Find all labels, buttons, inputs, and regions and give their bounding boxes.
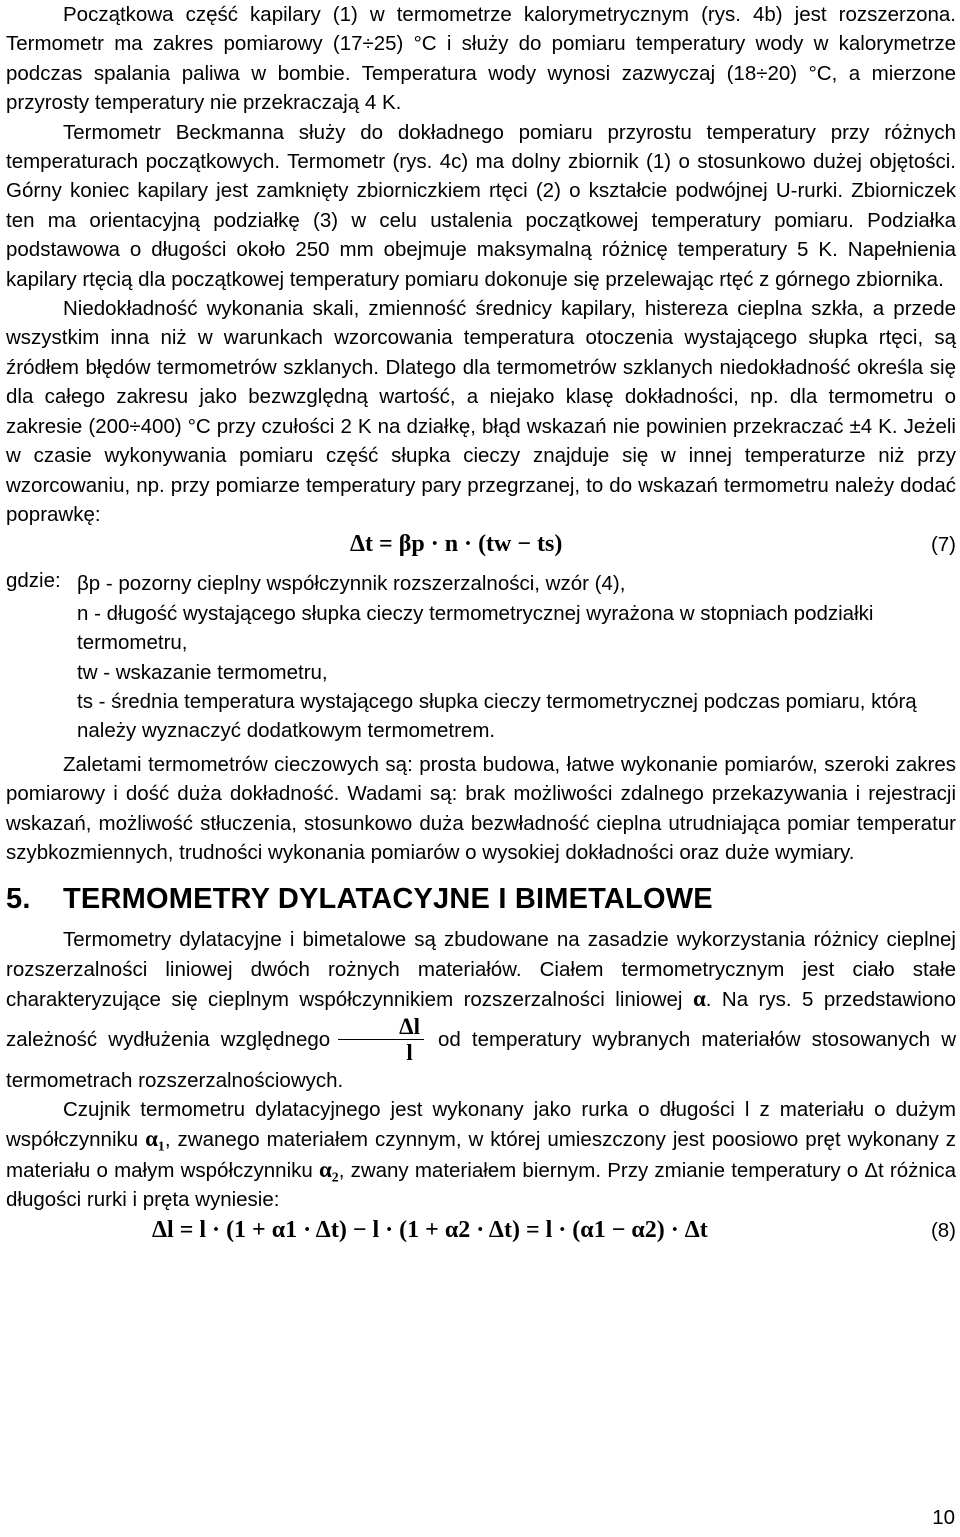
fraction-denominator: l bbox=[406, 1039, 413, 1065]
paragraph-glass-thermometer-errors: Niedokładność wykonania skali, zmienność średnicy kapilary, histereza cieplna szkła, a przede wszystkim inna niż w warunkach wzorcowania temperatura otoczenia wystającego słupka rtęci, są źródłem błędów termometrów szklanych. Dlatego dla termometrów szklanych niedokładność określa się dla całego zakresu jako bezwzględną wartość, a niejako klasę dokładności, np. dla termometru o zakresie (200÷400) °C przy czułości 2 K na działkę, błąd wskazań nie powinien przekraczać ±4 K. Jeżeli w czasie wykonywania pomiaru część słupka cieczy znajduje się w innej temperaturze niż przy wzorcowaniu, np. przy pomiarze temperatury pary przegrzanej, to do wskazań termometru należy dodać poprawkę: bbox=[6, 297, 956, 526]
text-span: , zwany materiałem biernym. Przy zmianie temperatury o bbox=[338, 1158, 859, 1182]
alpha2-symbol: α₂ bbox=[318, 1156, 339, 1182]
text-span: Czujnik termometru dylatacyjnego jest wykonany jako rurka o długości l z materiału o dużym współczynniku bbox=[6, 1098, 956, 1152]
definitions-lead: gdzie: bbox=[6, 569, 61, 593]
equation-7 bbox=[6, 529, 956, 569]
fraction-delta-l-over-l bbox=[338, 1015, 424, 1066]
equation-8 bbox=[6, 1215, 956, 1255]
paragraph-calorimetric-thermometer: Początkowa część kapilary (1) w termometrze kalorymetrycznym (rys. 4b) jest rozszerzona. Termometr ma zakres pomiarowy (17÷25) °C i służy do pomiaru temperatury wody w kalorymetrze podczas spalania paliwa w bombie. Temperatura wody wynosi zazwyczaj (18÷20) °C, a mierzone przyrosty temperatury nie przekraczają 4 K. bbox=[6, 3, 956, 115]
equation-7-number: (7) bbox=[930, 533, 956, 557]
text-span: Termometry dylatacyjne i bimetalowe są zbudowane na zasadzie wykorzystania różnicy cieplnej rozszerzalności liniowej dwóch rożnych materiałów. Ciałem termometrycznym jest ciało stałe charakteryzujące się cieplnym współczynnikiem rozszerzalności liniowej bbox=[6, 928, 956, 1012]
paragraph-dilatation-sensor bbox=[6, 1095, 956, 1215]
definition-item: βp - pozorny cieplny współczynnik rozszerzalności, wzór (4), bbox=[77, 572, 626, 596]
delta-t-symbol: Δt bbox=[864, 1158, 884, 1182]
paragraph-beckmann-thermometer: Termometr Beckmanna służy do dokładnego pomiaru przyrostu temperatury przy różnych temperaturach początkowych. Termometr (rys. 4c) ma dolny zbiornik (1) o stosunkowo dużej objętości. Górny koniec kapilary jest zamknięty zbiorniczkiem rtęci (2) o kształcie podwójnej U-rurki. Zbiorniczek ten ma orientacyjną podziałkę (3) w celu ustalenia początkowej temperatury pomiaru. Podziałka podstawowa o długości około 250 mm obejmuje maksymalną różnicę temperatury 5 K. Napełnienia kapilary rtęcią dla początkowej temperatury pomiaru dokonuje się przelewając rtęć z górnego zbiornika. bbox=[6, 120, 956, 291]
section-number: 5. bbox=[6, 883, 31, 916]
text-span: różnica długości rurki i pręta wyniesie: bbox=[6, 1158, 957, 1212]
equation-7-expression: Δt = βp · n · (tw − ts) bbox=[350, 531, 563, 558]
text-span: , zwanego materiałem czynnym, w której umieszczony jest poosiowo pręt wykonany z materiału o małym współczynniku bbox=[6, 1128, 956, 1182]
definition-item: n - długość wystającego słupka cieczy termometrycznej wyrażona w stopniach podziałki termometru, bbox=[77, 601, 874, 655]
paragraph-liquid-thermometer-pros-cons: Zaletami termometrów cieczowych są: prosta budowa, łatwe wykonanie pomiarów, szeroki zakres pomiarowy i dość duża dokładność. Wadami są: brak możliwości zdalnego przekazywania i rejestracji wskazań, możliwość stłuczenia, stosunkowo duża bezwładność cieplna utrudniająca pomiar temperatur szybkozmiennych, trudności wykonania pomiarów o wysokiej dokładności oraz duże wymiary. bbox=[6, 752, 956, 864]
alpha-symbol: α bbox=[692, 986, 706, 1012]
definitions-block bbox=[6, 569, 956, 745]
section-title: TERMOMETRY DYLATACYJNE I BIMETALOWE bbox=[63, 883, 713, 916]
section-heading bbox=[6, 881, 956, 917]
alpha1-symbol: α₁ bbox=[145, 1126, 165, 1152]
paragraph-dilatation-intro bbox=[6, 925, 956, 1095]
page-number: 10 bbox=[932, 1506, 955, 1529]
definition-item: tw - wskazanie termometru, bbox=[77, 660, 328, 684]
equation-8-expression: Δl = l · (1 + α1 · Δt) − l · (1 + α2 · Δt) = l · (α1 − α2) · Δt bbox=[152, 1216, 708, 1243]
text-span: od temperatury wybranych materiałów stosowanych w termometrach rozszerzalnościowych. bbox=[6, 1027, 956, 1092]
document-page bbox=[6, 0, 956, 1255]
definition-item: ts - średnia temperatura wystającego słupka cieczy termometrycznej podczas pomiaru, którą należy wyznaczyć dodatkowym termometrem. bbox=[77, 689, 917, 743]
fraction-numerator: Δl bbox=[338, 1015, 424, 1040]
equation-8-number: (8) bbox=[930, 1218, 956, 1242]
text-span: . Na rys. 5 przedstawiono zależność wydłużenia względnego bbox=[6, 988, 957, 1051]
